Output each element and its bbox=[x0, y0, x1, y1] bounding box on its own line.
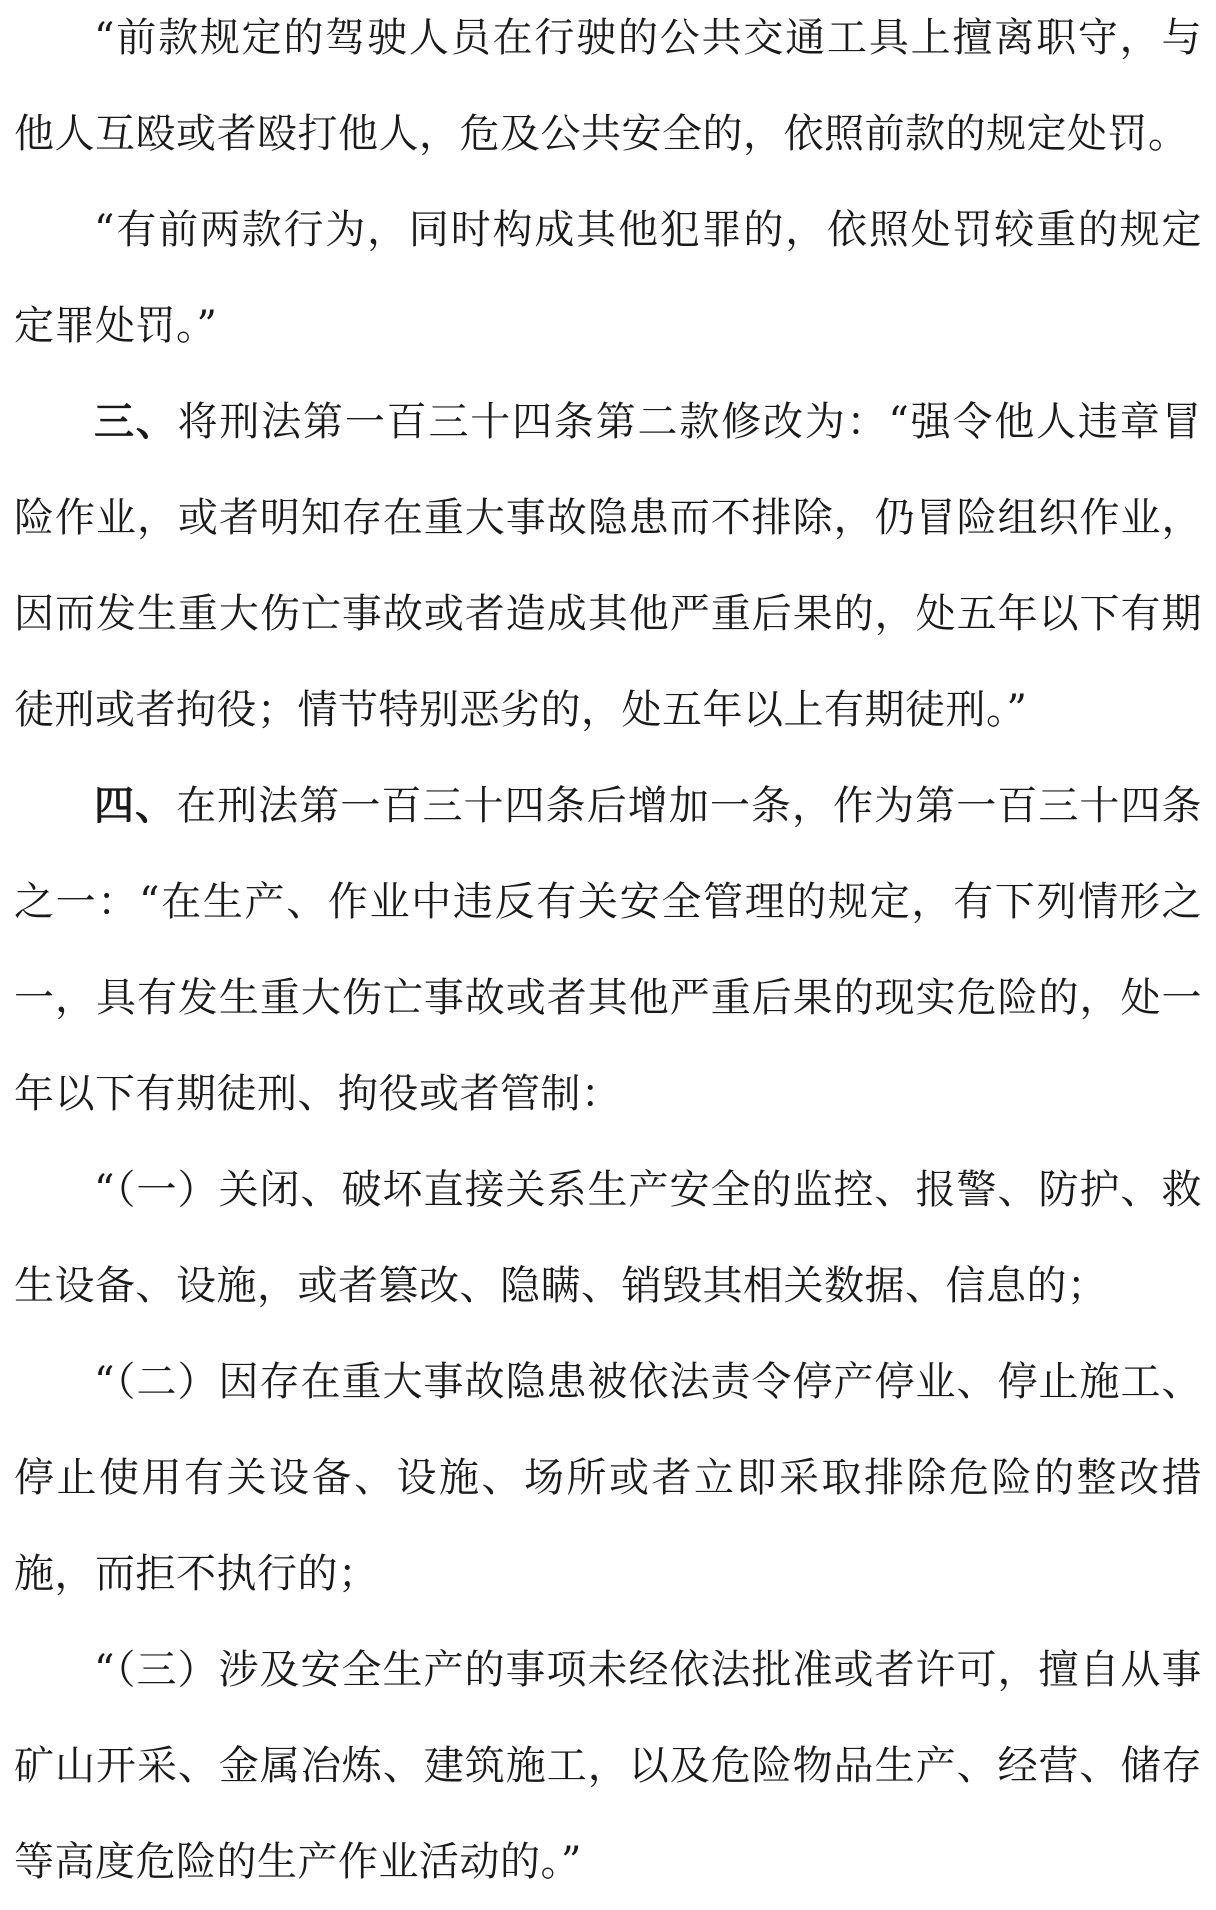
paragraph-driver-duty bbox=[14, 0, 1202, 182]
paragraph-item-three bbox=[14, 1622, 1202, 1910]
paragraph-text: “（二）因存在重大事故隐患被依法责令停产停业、停止施工、停止使用有关设备、设施、场所或者立即采取排除危险的整改措施，而拒不执行的； bbox=[14, 1359, 1202, 1597]
paragraph-other-crimes bbox=[14, 182, 1202, 374]
paragraph-text: “（一）关闭、破坏直接关系生产安全的监控、报警、防护、救生设备、设施，或者篡改、隐瞒、销毁其相关数据、信息的； bbox=[14, 1167, 1202, 1309]
paragraph-text: 在刑法第一百三十四条后增加一条，作为第一百三十四条之一：“在生产、作业中违反有关安全管理的规定，有下列情形之一，具有发生重大伤亡事故或者其他严重后果的现实危险的，处一年以下有期徒刑、拘役或者管制： bbox=[14, 783, 1203, 1117]
paragraph-article-four bbox=[14, 758, 1202, 1142]
paragraph-item-two bbox=[14, 1334, 1202, 1622]
paragraph-text: “（三）涉及安全生产的事项未经依法批准或者许可，擅自从事矿山开采、金属冶炼、建筑施工，以及危险物品生产、经营、储存等高度危险的生产作业活动的。” bbox=[14, 1647, 1202, 1885]
article-number: 三、 bbox=[94, 398, 178, 445]
article-number: 四、 bbox=[94, 782, 177, 829]
paragraph-article-three bbox=[14, 374, 1202, 758]
paragraph-text: 将刑法第一百三十四条第二款修改为：“强令他人违章冒险作业，或者明知存在重大事故隐患而不排除，仍冒险组织作业，因而发生重大伤亡事故或者造成其他严重后果的，处五年以下有期徒刑或者拘役；情节特别恶劣的，处五年以上有期徒刑。” bbox=[14, 399, 1203, 733]
paragraph-text: “有前两款行为，同时构成其他犯罪的，依照处罚较重的规定定罪处罚。” bbox=[14, 207, 1202, 349]
paragraph-item-one bbox=[14, 1142, 1202, 1334]
paragraph-text: “前款规定的驾驶人员在行驶的公共交通工具上擅离职守，与他人互殴或者殴打他人，危及公共安全的，依照前款的规定处罚。 bbox=[14, 15, 1202, 157]
